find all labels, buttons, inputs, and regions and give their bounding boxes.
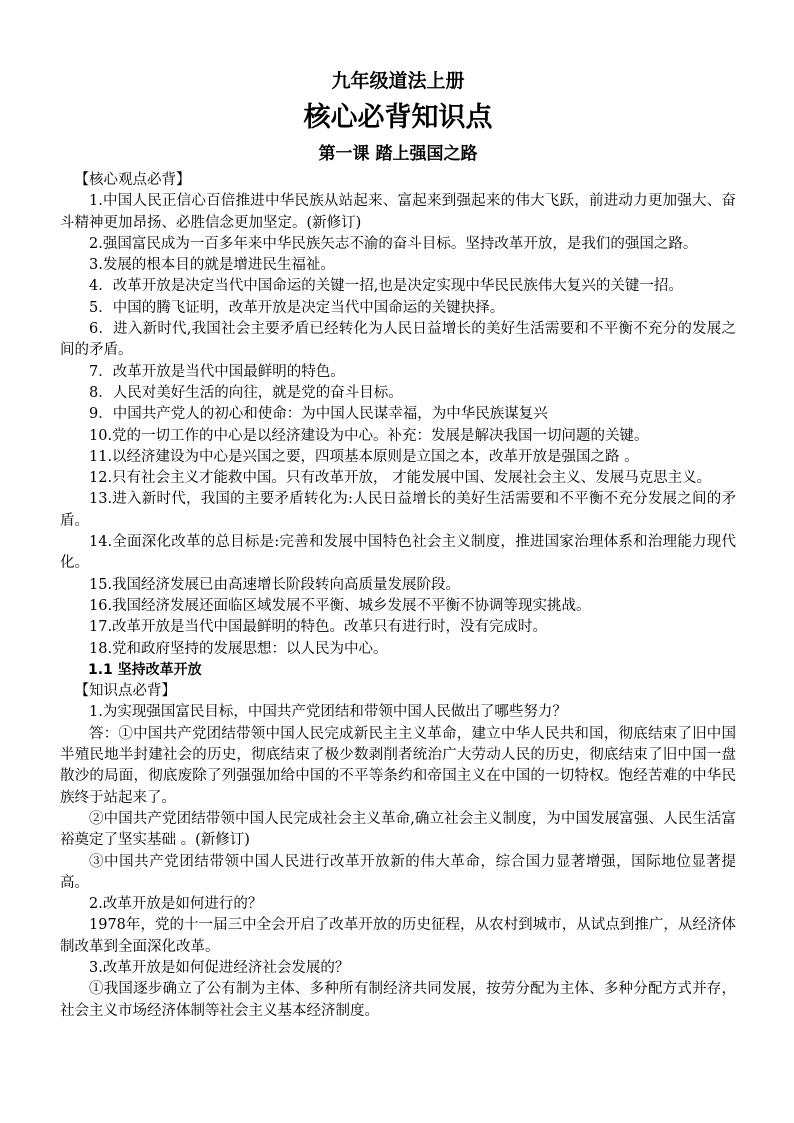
core-item: 15.我国经济发展已由高速增长阶段转向高质量发展阶段。 <box>89 576 461 593</box>
core-item: 18.党和政府坚持的发展思想：以人民为中心。 <box>89 640 388 657</box>
core-item: 1.中国人民正信心百倍推进中华民族从站起来、富起来到强起来的伟大飞跃，前进动力更加强大、奋斗精神更加昂扬、必胜信念更加坚定。(新修订) <box>60 193 736 231</box>
document-body <box>60 170 736 1022</box>
core-item: 17.改革开放是当代中国最鲜明的特色。改革只有进行时，没有完成时。 <box>89 619 548 636</box>
knowledge-paragraph: 3.改革开放是如何促进经济社会发展的？ <box>89 959 350 976</box>
grade-title: 九年级道法上册 <box>331 70 465 92</box>
knowledge-paragraph: ②中国共产党团结带领中国人民完成社会主义革命,确立社会主义制度，为中国发展富强、人民生活富裕奠定了坚实基础 。(新修订) <box>60 810 736 849</box>
knowledge-paragraph: 1.为实现强国富民目标，中国共产党团结和带领中国人民做出了哪些努力？ <box>89 704 567 721</box>
core-item: 12.只有社会主义才能救中国。只有改革开放， 才能发展中国、发展社会主义、发展马克思主义。 <box>89 470 712 487</box>
knowledge-paragraph: ①我国逐步确立了公有制为主体、多种所有制经济共同发展，按劳分配为主体、多种分配方式并存，社会主义市场经济体制等社会主义基本经济制度。 <box>60 981 736 1019</box>
core-item: 2.强国富民成为一百多年来中华民族矢志不渝的奋斗目标。坚持改革开放，是我们的强国之路。 <box>89 235 698 252</box>
main-title: 核心必背知识点 <box>303 102 493 133</box>
knowledge-section-heading: 【知识点必背】 <box>74 683 176 700</box>
core-item: 13.进入新时代，我国的主要矛盾转化为:人民日益增长的美好生活需要和不平衡不充分发展之间的矛盾。 <box>60 491 736 529</box>
knowledge-paragraph: 1978年，党的十一届三中全会开启了改革开放的历史征程，从农村到城市，从试点到推广，从经济体制改革到全面深化改革。 <box>60 917 736 955</box>
core-item: 9．中国共产党人的初心和使命：为中国人民谋幸福，为中华民族谋复兴 <box>89 406 548 423</box>
knowledge-paragraph: 答：①中国共产党团结带领中国人民完成新民主主义革命，建立中华人民共和国，彻底结束了旧中国半殖民地半封建社会的历史，彻底结束了极少数剥削者统治广大劳动人民的历史，彻底结束了旧中国一盘散沙的局面，彻底废除了列强强加给中国的不平等条约和帝国主义在中国的一切特权。饱经苦难的中华民族终于站起来了。 <box>60 725 736 806</box>
core-item: 10.党的一切工作的中心是以经济建设为中心。补充：发展是解决我国一切问题的关键。 <box>89 427 649 444</box>
core-item: 6．进入新时代,我国社会主要矛盾已经转化为人民日益增长的美好生活需要和不平衡不充分的发展之间的矛盾。 <box>60 321 736 359</box>
core-item: 14.全面深化改革的总目标是:完善和发展中国特色社会主义制度，推进国家治理体系和治理能力现代化。 <box>60 534 736 572</box>
knowledge-paragraph: 2.改革开放是如何进行的？ <box>89 896 263 913</box>
core-item: 16.我国经济发展还面临区域发展不平衡、城乡发展不平衡不协调等现实挑战。 <box>89 597 591 614</box>
subsection-title: 1.1 坚持改革开放 <box>88 661 202 678</box>
lesson-title: 第一课 踏上强国之路 <box>318 144 478 164</box>
core-item: 11.以经济建设为中心是兴国之要，四项基本原则是立国之本，改革开放是强国之路 。 <box>89 448 639 465</box>
knowledge-paragraph: ③中国共产党团结带领中国人民进行改革开放新的伟大革命，综合国力显著增强，国际地位显著提高。 <box>60 853 736 891</box>
core-item: 3.发展的根本目的就是增进民生福祉。 <box>89 257 335 274</box>
core-item: 8．人民对美好生活的向往，就是党的奋斗目标。 <box>89 384 403 401</box>
core-item: 5．中国的腾飞证明，改革开放是决定当代中国命运的关键抉择。 <box>89 299 505 316</box>
core-section-heading: 【核心观点必背】 <box>74 172 191 188</box>
core-item: 4．改革开放是决定当代中国命运的关键一招,也是决定实现中华民民族伟大复兴的关键一招。 <box>89 278 683 295</box>
core-item: 7．改革开放是当代中国最鲜明的特色。 <box>89 363 345 380</box>
